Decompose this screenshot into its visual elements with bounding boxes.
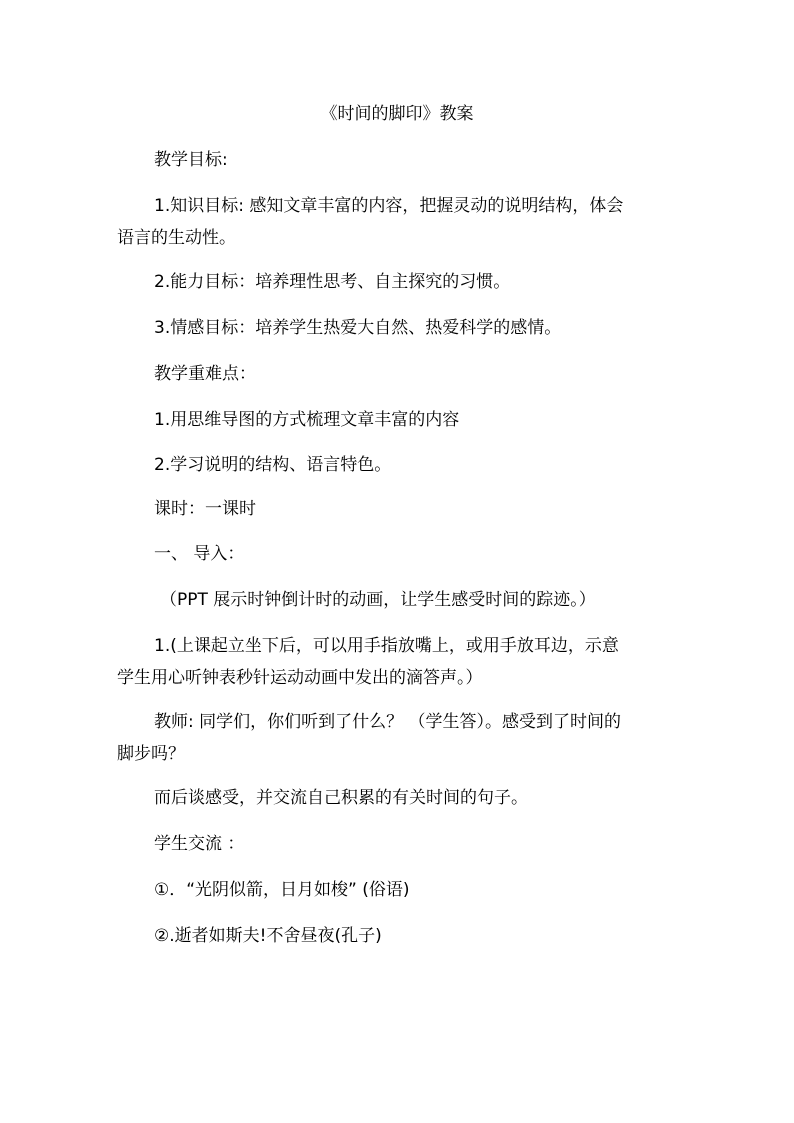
teacher-line-1: 教师: 同学们，你们听到了什么？ （学生答）。感受到了时间的 bbox=[154, 712, 622, 732]
section-heading-intro: 一、 导入： bbox=[154, 544, 245, 564]
objective-2: 2.能力目标：培养理性思考、自主探究的习惯。 bbox=[154, 272, 511, 292]
afterwards-text: 而后谈感受，并交流自己积累的有关时间的句子。 bbox=[154, 788, 528, 808]
teacher-line-2: 脚步吗？ bbox=[117, 744, 185, 764]
key-point-1: 1.用思维导图的方式梳理文章丰富的内容 bbox=[154, 410, 460, 430]
key-point-2: 2.学习说明的结构、语言特色。 bbox=[154, 455, 392, 475]
step-1-line-1: 1.(上课起立坐下后，可以用手指放嘴上，或用手放耳边，示意 bbox=[154, 636, 619, 656]
objective-1-line-1: 1.知识目标: 感知文章丰富的内容，把握灵动的说明结构，体会 bbox=[154, 196, 624, 216]
step-1 bbox=[117, 630, 682, 694]
quote-1: ①．“光阴似箭，日月如梭” (俗语) bbox=[154, 880, 410, 900]
quote-2: ②.逝者如斯夫!不舍昼夜(孔子) bbox=[154, 926, 382, 946]
student-exchange: 学生交流 ： bbox=[154, 834, 245, 854]
objective-1 bbox=[117, 190, 682, 254]
teacher-question bbox=[117, 706, 682, 770]
key-points-heading: 教学重难点： bbox=[154, 364, 256, 384]
objectives-heading: 教学目标: bbox=[154, 150, 228, 170]
objective-1-line-2: 语言的生动性。 bbox=[117, 228, 236, 248]
document-title: 《时间的脚印》教案 bbox=[320, 104, 474, 124]
objective-3: 3.情感目标：培养学生热爱大自然、热爱科学的感情。 bbox=[154, 318, 562, 338]
step-1-line-2: 学生用心听钟表秒针运动动画中发出的滴答声。） bbox=[117, 668, 483, 688]
class-hours: 课时：一课时 bbox=[154, 499, 256, 519]
ppt-note: （PPT 展示时钟倒计时的动画，让学生感受时间的踪迹。） bbox=[160, 590, 596, 610]
